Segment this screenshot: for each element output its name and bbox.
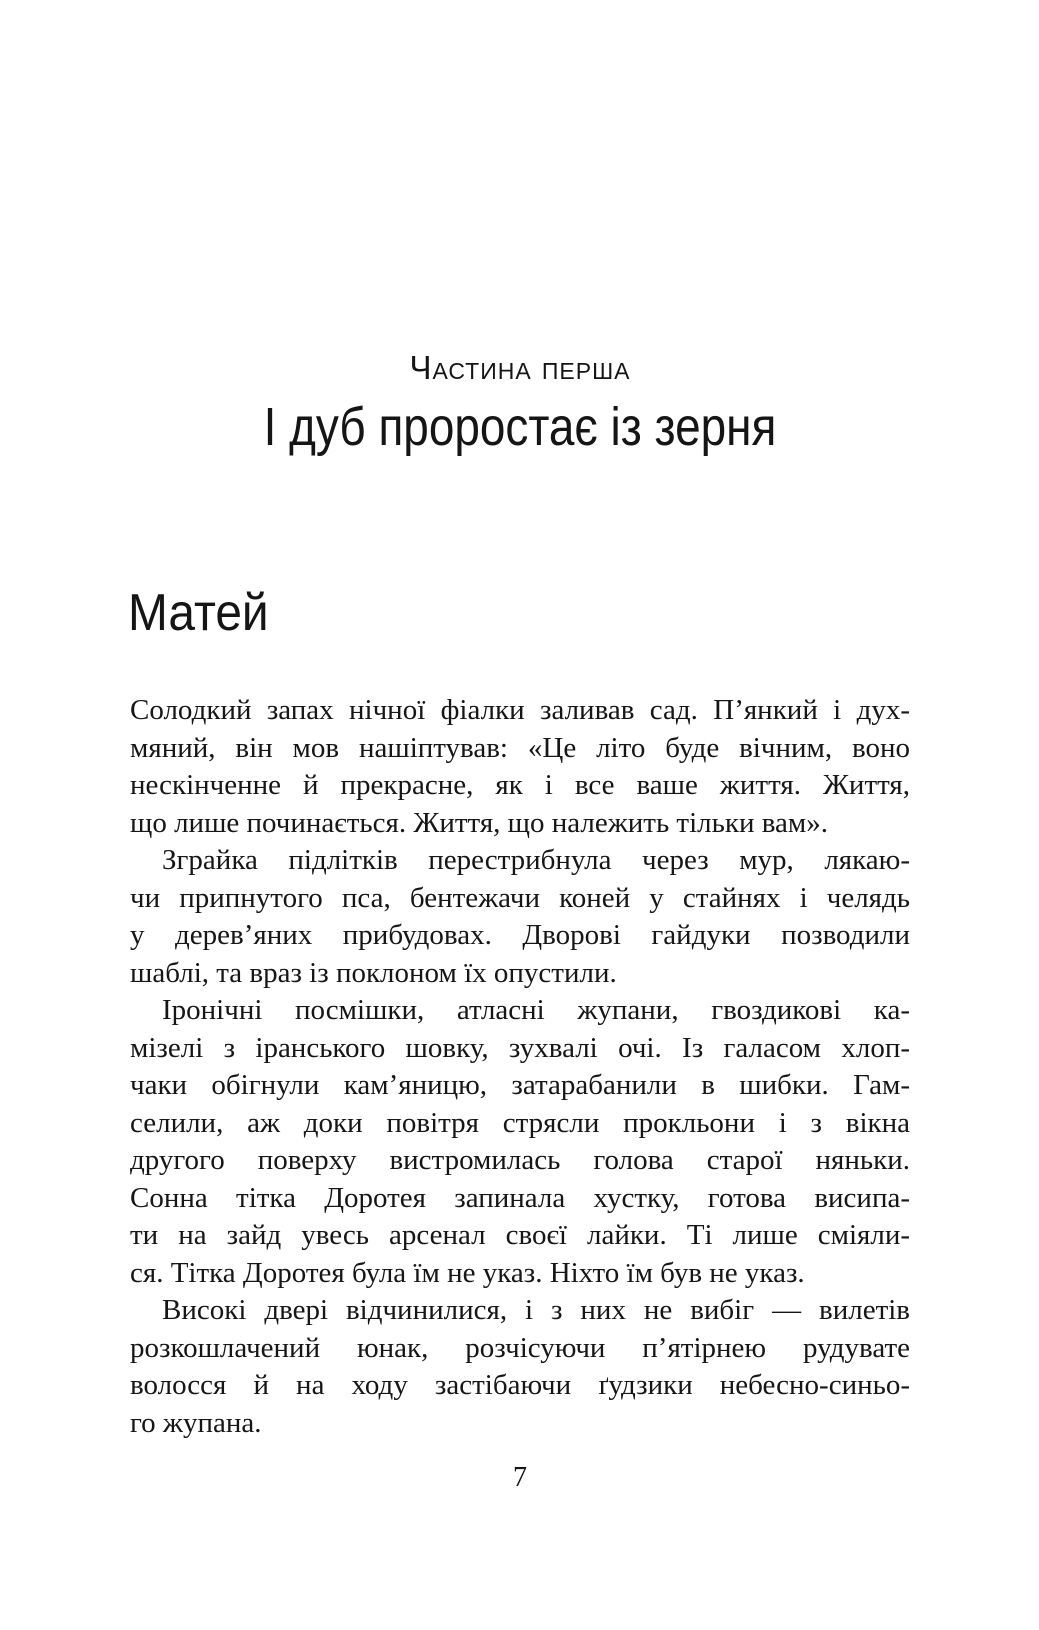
text-line: мяний, він мов нашіптував: «Це літо буде вічним, воно <box>130 731 910 764</box>
text-line: Зграйка підлітків перестрибнула через мур, лякаю- <box>162 844 910 876</box>
text-line: Іронічні посмішки, атласні жупани, гвоздикові ка- <box>162 994 910 1026</box>
text-line: чи припнутого пса, бентежачи коней у стайнях і челядь <box>130 881 910 914</box>
text-line: нескінченне й прекрасне, як і все ваше життя. Життя, <box>130 769 910 801</box>
text-line: ти на зайд увесь арсенал своєї лайки. Ті лише сміяли- <box>130 1219 910 1251</box>
text-line: що лише починається. Життя, що належить тільки вам». <box>130 806 828 839</box>
text-line: Високі двері відчинилися, і з них не вибіг — вилетів <box>162 1294 910 1326</box>
text-line: у дерев’яних прибудовах. Дворові гайдуки позводили <box>130 919 910 951</box>
text-line: Сонна тітка Доротея запинала хустку, готова висипа- <box>130 1181 910 1214</box>
text-line: го жупана. <box>130 1406 262 1439</box>
text-line: мізелі з іранського шовку, зухвалі очі. Із галасом хлоп- <box>130 1031 910 1064</box>
text-line: волосся й на ходу застібаючи ґудзики небесно-синьо- <box>130 1369 910 1401</box>
text-line: шаблі, та враз із поклоном їх опустили. <box>130 956 617 989</box>
text-line: селили, аж доки повітря стрясли прокльони і з вікна <box>130 1106 910 1139</box>
body-text <box>130 692 910 1442</box>
text-line: ся. Тітка Доротея була їм не указ. Ніхто їм був не указ. <box>130 1256 805 1289</box>
text-line: Солодкий запах нічної фіалки заливав сад. П’янкий і дух- <box>130 694 910 726</box>
part-title: І дуб проростає із зерня <box>263 397 777 457</box>
text-line: другого поверху вистромилась голова старої няньки. <box>130 1144 910 1176</box>
chapter-title: Матей <box>128 584 269 642</box>
page-number: 7 <box>513 1462 527 1493</box>
text-line: чаки обігнули кам’яницю, затарабанили в шибки. Гам- <box>130 1069 910 1101</box>
part-label: Частина перша <box>409 349 631 386</box>
text-line: розкошлачений юнак, розчісуючи п’ятірнею рудувате <box>130 1331 910 1364</box>
